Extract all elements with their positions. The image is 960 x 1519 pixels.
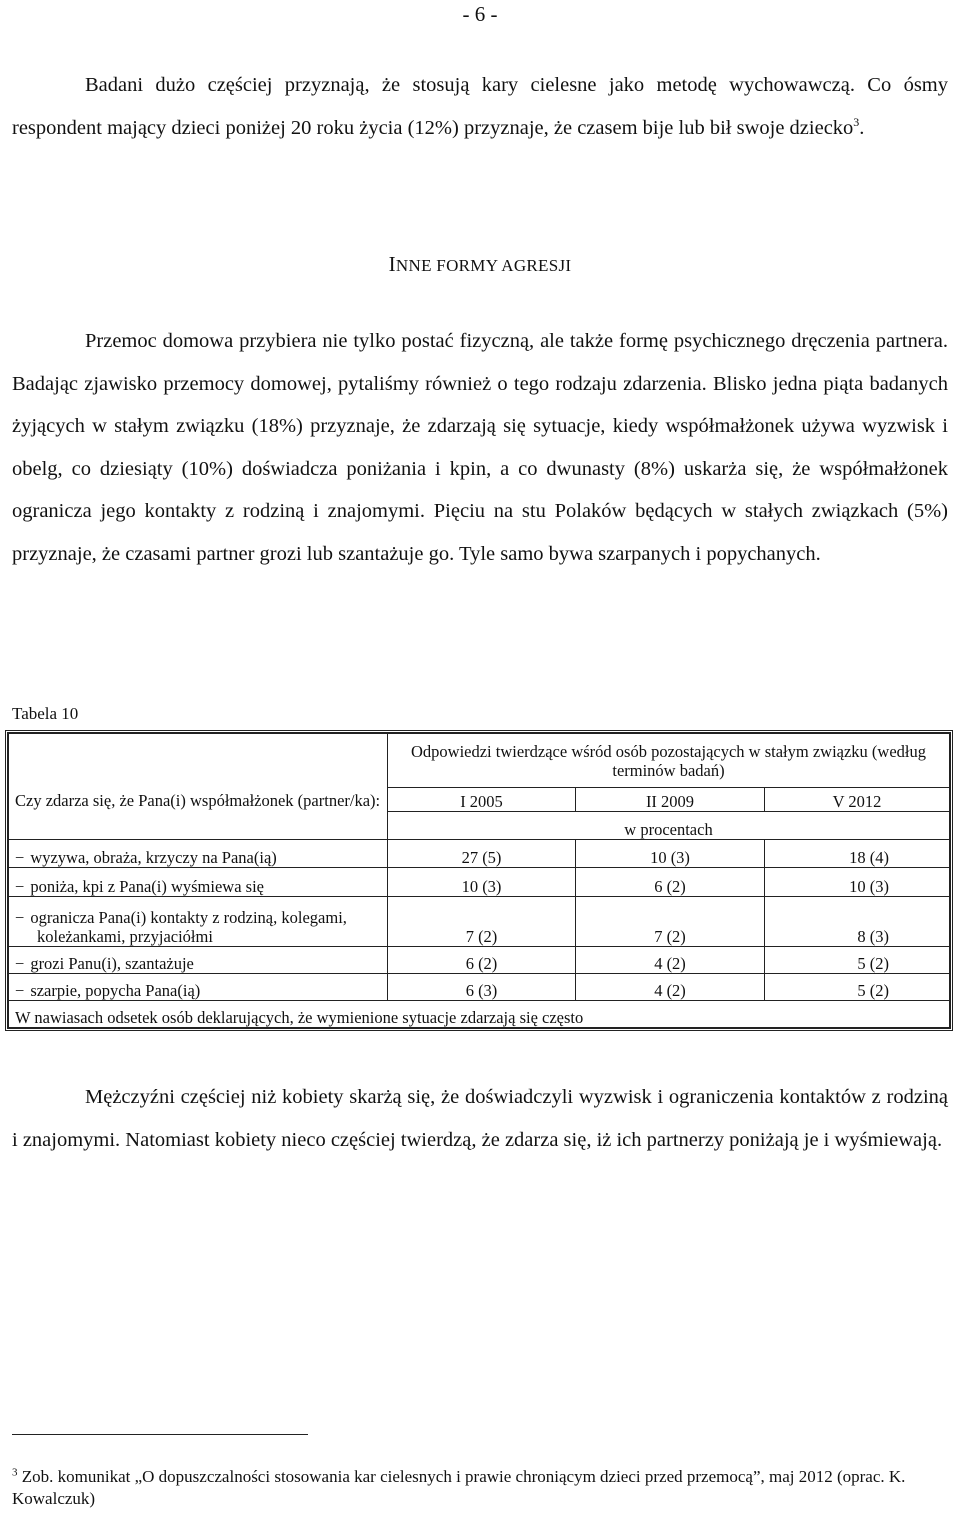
cell-2009: 6 (2) <box>576 868 765 896</box>
footnote-text: Zob. komunikat „O dopuszczalności stosowania kar cielesnych i prawie chroniącym dzieci przed przemocą”, maj 2012 (oprac. K. Kowalczuk) <box>12 1467 906 1508</box>
group-header: Odpowiedzi twierdzące wśród osób pozostających w stałym związku (według terminów badań) <box>388 734 950 788</box>
cell-2009: 7 (2) <box>576 896 765 946</box>
cell-2012: 18 (4) <box>765 840 950 868</box>
heading-initial: I <box>388 252 396 276</box>
row-label-text: wyzywa, obraża, krzyczy na Pana(ią) <box>30 848 277 868</box>
cell-2012: 5 (2) <box>765 946 950 973</box>
row-label <box>9 868 388 896</box>
row-label <box>9 946 388 973</box>
footnote-number: 3 <box>12 1466 18 1479</box>
table-row <box>9 840 950 868</box>
cell-2012: 10 (3) <box>765 868 950 896</box>
column-header-2012: V 2012 <box>765 788 950 812</box>
cell-2005: 27 (5) <box>388 840 576 868</box>
paragraph-end: . <box>859 116 865 139</box>
section-heading <box>0 252 960 277</box>
paragraph-text: Badani dużo częściej przyznają, że stosują kary cielesne jako metodę wychowawczą. Co ósmy respondent mający dzieci poniżej 20 roku życia (12%) przyznaje, że czasem bije lub bił swoje dziecko <box>12 74 948 139</box>
unit-label: w procentach <box>388 812 950 840</box>
cell-2009: 4 (2) <box>576 946 765 973</box>
cell-2005: 6 (3) <box>388 973 576 1000</box>
header-spacer <box>9 812 388 840</box>
paragraph-gender-differences: Mężczyźni częściej niż kobiety skarżą się, że doświadczyli wyzwisk i ograniczenia kontaktów z rodziną i znajomymi. Natomiast kobiety nieco częściej twierdzą, że zdarza się, iż ich partnerzy poniżają je i wyśmiewają. <box>12 1086 948 1151</box>
data-table <box>5 730 953 1031</box>
cell-2005: 7 (2) <box>388 896 576 946</box>
heading-rest: NNE FORMY AGRESJI <box>395 256 572 275</box>
cell-2012: 8 (3) <box>765 896 950 946</box>
dash-marker: − <box>15 953 25 973</box>
dash-marker: − <box>15 907 25 927</box>
row-label-text: poniża, kpi z Pana(i) wyśmiewa się <box>30 876 264 896</box>
table-row <box>9 896 950 946</box>
row-label-text: grozi Panu(i), szantażuje <box>30 953 194 973</box>
page-number: - 6 - <box>462 2 498 26</box>
table-row <box>9 973 950 1000</box>
footnote-reference[interactable]: 3 <box>853 114 860 129</box>
cell-2012: 5 (2) <box>765 973 950 1000</box>
row-label-text: szarpie, popycha Pana(ią) <box>30 980 201 1000</box>
table-caption: Tabela 10 <box>12 704 79 723</box>
dash-marker: − <box>15 980 25 1000</box>
row-label <box>9 973 388 1000</box>
cell-2005: 10 (3) <box>388 868 576 896</box>
cell-2009: 10 (3) <box>576 840 765 868</box>
footnote-separator <box>12 1434 308 1435</box>
column-header-2009: II 2009 <box>576 788 765 812</box>
table-row <box>9 868 950 896</box>
row-label <box>9 840 388 868</box>
cell-2009: 4 (2) <box>576 973 765 1000</box>
footnote <box>12 1466 952 1510</box>
dash-marker: − <box>15 876 25 896</box>
table-note: W nawiasach odsetek osób deklarujących, że wymienione sytuacje zdarzają się często <box>9 1000 950 1027</box>
row-label <box>9 896 388 946</box>
question-header: Czy zdarza się, że Pana(i) współmałżonek (partner/ka): <box>9 734 388 812</box>
row-label-text: ogranicza Pana(i) kontakty z rodziną, kolegami, koleżankami, przyjaciółmi <box>30 907 347 946</box>
dash-marker: − <box>15 848 25 868</box>
paragraph-psychological-violence: Przemoc domowa przybiera nie tylko postać fizyczną, ale także formę psychicznego dręczenia partnera. Badając zjawisko przemocy domowej, pytaliśmy również o tego rodzaju zdarzenia. Blisko jedna piąta badanych żyjących w stałym związku (18%) przyznaje, że zdarzają się sytuacje, kiedy współmałżonek używa wyzwisk i obelg, co dziesiąty (10%) doświadcza poniżania i kpin, a co dwunasty (8%) uskarża się, że współmałżonek ogranicza jego kontakty z rodziną i znajomymi. Pięciu na stu Polaków będących w stałych związkach (5%) przyznaje, że czasami partner grozi lub szantażuje go. Tyle samo bywa szarpanych i popychanych. <box>12 330 948 565</box>
paragraph-corporal-punishment <box>12 64 948 149</box>
column-header-2005: I 2005 <box>388 788 576 812</box>
cell-2005: 6 (2) <box>388 946 576 973</box>
table-row <box>9 946 950 973</box>
